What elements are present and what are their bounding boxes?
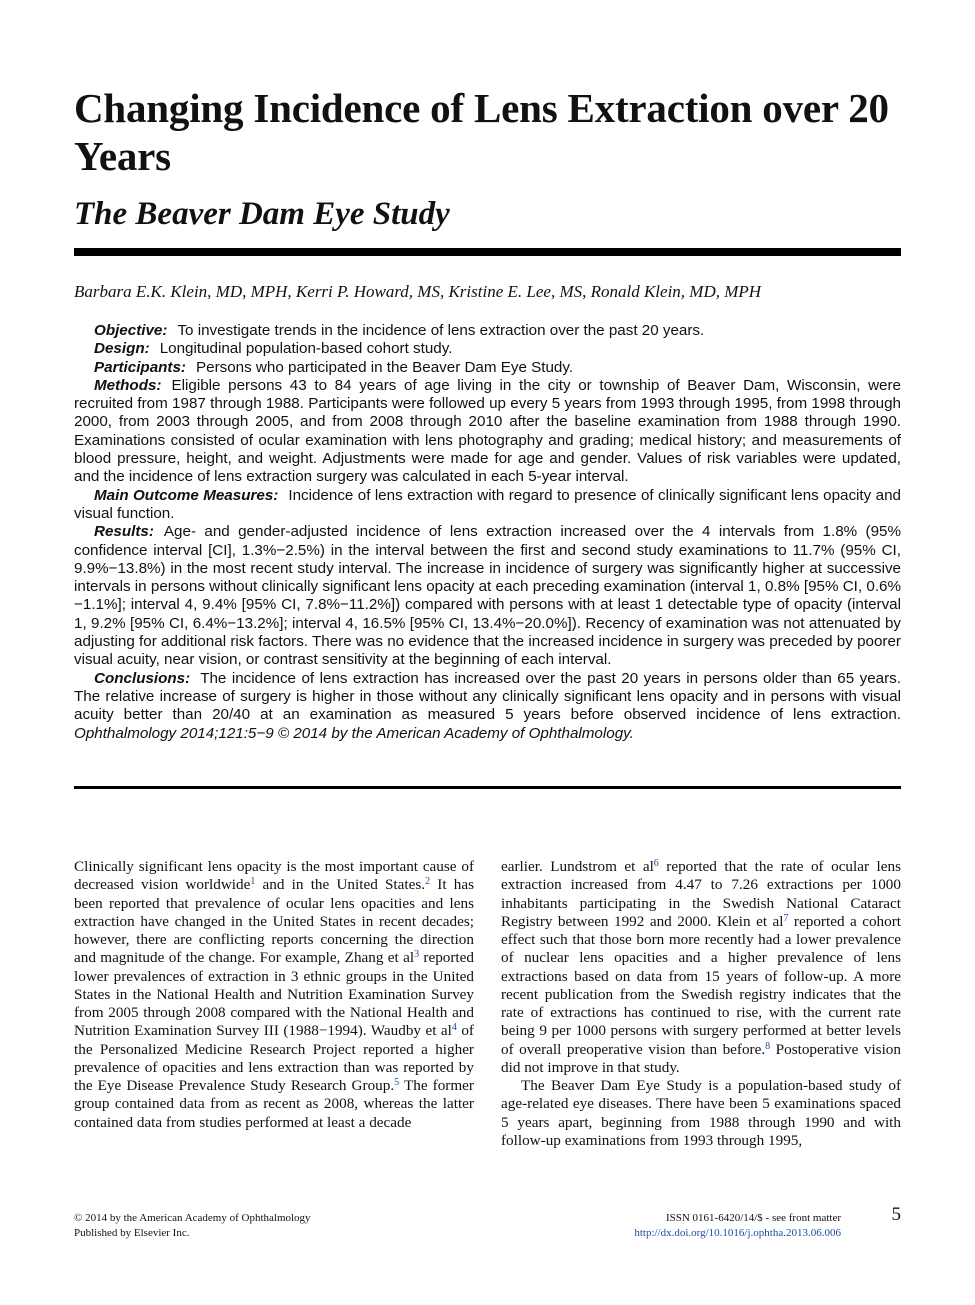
body-text: and in the United States.	[255, 876, 426, 894]
abstract-main-outcome	[74, 487, 901, 524]
results-label: Results:	[94, 523, 154, 541]
abstract-participants	[74, 359, 901, 377]
issn-line: ISSN 0161-6420/14/$ - see front matter	[665, 1212, 841, 1224]
body-paragraph: The Beaver Dam Eye Study is a population-based study of age-related eye diseases. There have been 5 examinations spaced 5 years apart, beginning from 1988 through 1990 and with follow-up examinations from 1993 through 1995,	[501, 1077, 901, 1149]
conclusions-text: The incidence of lens extraction has increased over the past 20 years in persons older than 65 years. The relative increase of surgery is higher in those without any clinically significant lens opacity and in persons with visual acuity better than 20/40 at an examination as measured 5 years before observed incidence of lens extraction.	[74, 669, 901, 724]
design-text: Longitudinal population-based cohort study.	[159, 340, 453, 358]
objective-text: To investigate trends in the incidence of lens extraction over the past 20 years.	[177, 322, 705, 339]
body-text: Postoperative vision did not improve in that study.	[501, 1040, 901, 1076]
publisher-line: Published by Elsevier Inc.	[74, 1227, 190, 1239]
body-text: reported a cohort effect such that those born more recently had a lower prevalence of nuclear lens opacities and a higher prevalence of lens extractions based on data from 15 years of follow-up. A more recent publication from the Swedish registry indicates that the rate of extractions has continued to rise, with the current rate being 9 per 1000 persons with surgery performed at better levels of overall preoperative vision than before.	[501, 912, 902, 1058]
body-paragraph	[501, 858, 901, 1077]
abstract	[74, 322, 901, 743]
abstract-methods	[74, 377, 901, 487]
body-text: The former group contained data from as recent as 2008, whereas the latter contained data from studies performed at least a decade	[74, 1077, 474, 1131]
conclusions-label: Conclusions:	[94, 669, 191, 687]
reference-link[interactable]: 8	[765, 1040, 771, 1052]
page-number: 5	[891, 1204, 901, 1225]
reference-link[interactable]: 5	[394, 1077, 400, 1088]
journal-citation: Ophthalmology 2014;121:5−9 © 2014 by the American Academy of Ophthalmology.	[74, 724, 634, 742]
reference-link[interactable]: 3	[414, 949, 420, 961]
main-outcome-text: Incidence of lens extraction with regard to presence of clinically significant lens opacity and visual function.	[74, 486, 901, 522]
body-text: reported that the rate of ocular lens extraction increased from 4.47 to 7.26 extractions per 1000 inhabitants participating in the Swedish National Cataract Registry between 1992 and 2000. Klein et al	[501, 858, 902, 930]
reference-link[interactable]: 1	[250, 876, 256, 888]
results-text: Age- and gender-adjusted incidence of lens extraction increased over the 4 intervals from 1.8% (95% confidence interval [CI], 1.3%−2.5%) in the interval between the first and second study examinations to 11.7% (95% CI, 9.9%−13.8%) in the most recent study interval. The increase in incidence of surgery was significantly higher at successive intervals in persons without clinically significant lens opacity at each preceding examination (interval 1, 0.8% [95% CI, 0.6%−1.1%]; interval 4, 9.4% [95% CI, 7.8%−11.2%]) compared with persons with at least 1 detectable type of opacity (interval 1, 9.2% [95% CI, 6.4%−13.2%]; interval 4, 16.5% [95% CI, 13.4%−20.0%]). Recency of examination was not attenuated by adjusting for additional risk factors. There was no evidence that the increased incidence in surgery was preceded by poorer visual acuity, near vision, or contrast sensitivity at the beginning of each interval.	[74, 523, 901, 669]
copyright-line: © 2014 by the American Academy of Ophthalmology	[74, 1212, 311, 1224]
body-text: It has been reported that prevalence of ocular lens opacities and lens extraction have changed in the United States in recent decades; however, there are conflicting reports concerning the direction and magnitude of the change. For example, Zhang et al	[74, 876, 474, 967]
design-label: Design:	[94, 340, 150, 358]
abstract-results	[74, 523, 901, 669]
reference-link[interactable]: 4	[451, 1022, 457, 1034]
body-text: reported lower prevalences of extraction in 3 ethnic groups in the United States in the National Health and Nutrition Examination Survey from 2005 through 2008 compared with the National Health and Nutrition Examination Survey III (1988−1994). Waudby et al	[74, 949, 474, 1040]
footer-left	[74, 1211, 311, 1241]
body-text: Clinically significant lens opacity is the most important cause of decreased vision worldwide	[74, 858, 474, 894]
article-subtitle: The Beaver Dam Eye Study	[74, 196, 450, 232]
body-text: earlier. Lundstrom et al	[501, 858, 654, 875]
abstract-objective	[74, 322, 901, 340]
participants-text: Persons who participated in the Beaver Dam Eye Study.	[196, 358, 574, 376]
article-title: Changing Incidence of Lens Extraction over 20 Years	[74, 85, 889, 179]
header-rule	[74, 248, 901, 256]
participants-label: Participants:	[94, 358, 186, 376]
body-paragraph	[74, 858, 474, 1132]
reference-link[interactable]: 2	[425, 876, 431, 888]
objective-label: Objective:	[94, 322, 168, 339]
reference-link[interactable]: 6	[653, 858, 659, 869]
body-column-left	[74, 858, 474, 1132]
body-column-right	[501, 858, 901, 1150]
methods-text: Eligible persons 43 to 84 years of age living in the city or township of Beaver Dam, Wisconsin, were recruited from 1987 through 1988. Participants were followed up every 5 years from 1993 through 1995, from 1998 through 2000, from 2003 through 2005, and from 2008 through 2010 after the baseline examination from 1988 through 1990. Examinations consisted of ocular examination with lens photography and grading; medical history; and measurements of blood pressure, height, and weight. Adjustments were made for age and gender. Values of risk variables were updated, and the incidence of lens extraction surgery was calculated in each 5-year interval.	[74, 376, 901, 486]
abstract-conclusions	[74, 670, 901, 743]
footer-right	[560, 1211, 841, 1241]
author-list: Barbara E.K. Klein, MD, MPH, Kerri P. Howard, MS, Kristine E. Lee, MS, Ronald Klein, MD, MPH	[74, 282, 762, 301]
body-text: of the Personalized Medicine Research Project reported a higher prevalence of opacities and lens extraction than was reported by the Eye Disease Prevalence Study Research Group.	[74, 1022, 474, 1094]
abstract-design	[74, 340, 901, 358]
abstract-rule	[74, 786, 901, 789]
doi-link[interactable]: http://dx.doi.org/10.1016/j.ophtha.2013.06.006	[634, 1227, 841, 1239]
reference-link[interactable]: 7	[783, 912, 789, 924]
methods-label: Methods:	[94, 376, 162, 394]
main-outcome-label: Main Outcome Measures:	[94, 486, 279, 504]
